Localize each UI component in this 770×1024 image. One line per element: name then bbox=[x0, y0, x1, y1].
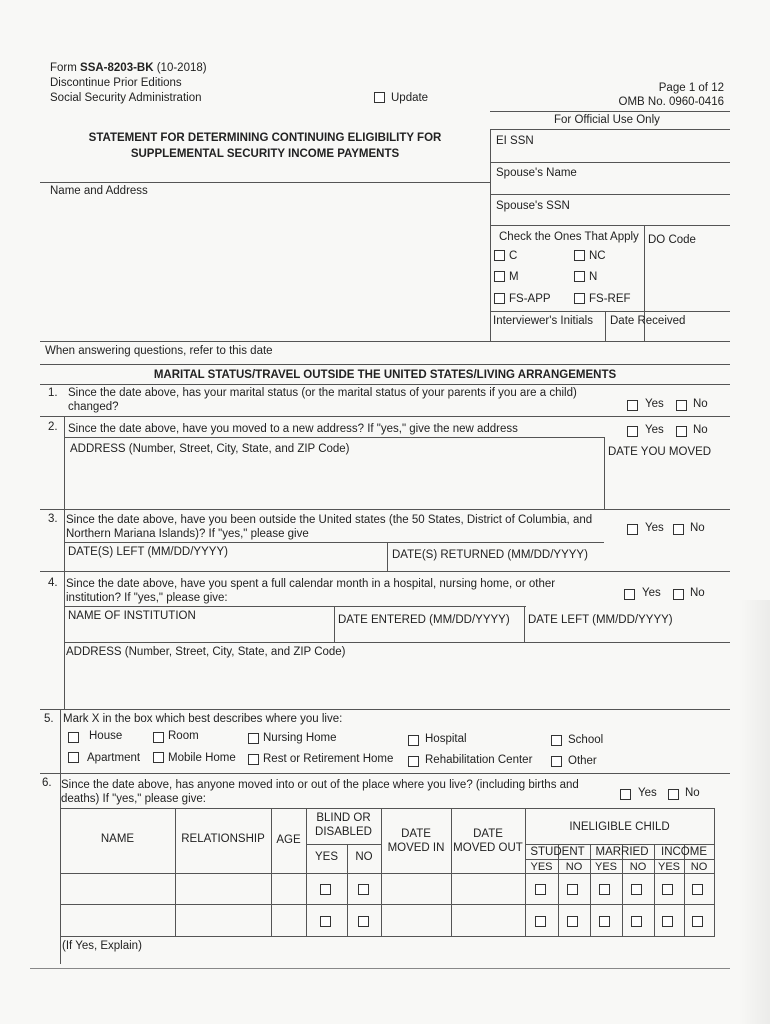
q4-address-field[interactable] bbox=[68, 662, 718, 706]
q1-text-line1: Since the date above, has your marital status (or the marital status of your parents if you are a child) bbox=[68, 387, 577, 399]
row1-blind-no-checkbox[interactable] bbox=[358, 884, 369, 895]
q6-number: 6. bbox=[42, 777, 52, 789]
q4-yes-label: Yes bbox=[642, 587, 661, 599]
q4-date-entered-field[interactable] bbox=[338, 628, 520, 640]
q2-number: 2. bbox=[48, 421, 58, 433]
row2-blind-yes-checkbox[interactable] bbox=[320, 916, 331, 927]
code-fsref-checkbox[interactable] bbox=[574, 293, 585, 304]
q6-text-line2: deaths) If "yes," please give: bbox=[61, 793, 206, 805]
col-relationship-header: RELATIONSHIP bbox=[181, 833, 265, 845]
q4-text-line1: Since the date above, have you spent a full calendar month in a hospital, nursing home, or other bbox=[66, 578, 556, 590]
q3-number: 3. bbox=[48, 513, 58, 525]
q3-dates-left-field[interactable] bbox=[68, 558, 382, 570]
row2-relationship-field[interactable] bbox=[177, 906, 269, 934]
col-name-header: NAME bbox=[100, 833, 135, 845]
q5-text: Mark X in the box which best describes where you live: bbox=[63, 713, 343, 725]
col-married-header: MARRIED bbox=[595, 846, 649, 858]
live-other-label: Other bbox=[568, 755, 597, 767]
omb-number: OMB No. 0960-0416 bbox=[618, 96, 724, 108]
q2-address-field[interactable] bbox=[68, 458, 598, 506]
live-nursing-home-label: Nursing Home bbox=[263, 732, 337, 744]
row1-income-no-checkbox[interactable] bbox=[692, 884, 703, 895]
row1-moved-out-field[interactable] bbox=[453, 875, 523, 902]
q6-explain-field[interactable] bbox=[62, 954, 712, 968]
live-mobile-home-checkbox[interactable] bbox=[153, 752, 164, 763]
ei-ssn-label: EI SSN bbox=[496, 135, 534, 147]
live-school-label: School bbox=[568, 734, 604, 746]
update-checkbox[interactable] bbox=[374, 92, 385, 103]
row1-moved-in-field[interactable] bbox=[383, 875, 449, 902]
col-blind-header-line1: BLIND OR bbox=[316, 812, 371, 824]
row2-income-no-checkbox[interactable] bbox=[692, 916, 703, 927]
q6-yes-label: Yes bbox=[638, 787, 657, 799]
married-yes: YES bbox=[594, 861, 617, 873]
q4-yes-checkbox[interactable] bbox=[624, 589, 635, 600]
col-income-header: INCOME bbox=[661, 846, 707, 858]
check-apply-label: Check the Ones That Apply bbox=[499, 231, 639, 243]
row2-moved-out-field[interactable] bbox=[453, 906, 523, 934]
code-m-label: M bbox=[509, 271, 519, 283]
live-apartment-checkbox[interactable] bbox=[68, 752, 79, 763]
row2-married-no-checkbox[interactable] bbox=[631, 916, 642, 927]
row1-married-no-checkbox[interactable] bbox=[631, 884, 642, 895]
section-title: MARITAL STATUS/TRAVEL OUTSIDE THE UNITED STATES/LIVING ARRANGEMENTS bbox=[153, 369, 617, 381]
interviewer-initials-label: Interviewer's Initials bbox=[493, 315, 593, 327]
q2-yes-label: Yes bbox=[645, 424, 664, 436]
q2-yes-checkbox[interactable] bbox=[627, 426, 638, 437]
col-moved-out-line2: MOVED OUT bbox=[453, 842, 523, 854]
code-m-checkbox[interactable] bbox=[494, 271, 505, 282]
q6-no-label: No bbox=[685, 787, 700, 799]
do-code-label: DO Code bbox=[648, 234, 696, 246]
col-age-header: AGE bbox=[276, 834, 301, 846]
col-ineligible-child-header: INELIGIBLE CHILD bbox=[569, 821, 670, 833]
q4-no-label: No bbox=[690, 587, 705, 599]
income-no: NO bbox=[690, 861, 708, 873]
q1-no-label: No bbox=[693, 398, 708, 410]
q4-institution-name-label: NAME OF INSTITUTION bbox=[68, 610, 196, 622]
q3-dates-left-label: DATE(S) LEFT (MM/DD/YYYY) bbox=[68, 546, 228, 558]
spouse-ssn-label: Spouse's SSN bbox=[496, 200, 570, 212]
q3-yes-label: Yes bbox=[645, 522, 664, 534]
live-rehab-center-checkbox[interactable] bbox=[408, 756, 419, 767]
q4-number: 4. bbox=[48, 577, 58, 589]
q2-no-label: No bbox=[693, 424, 708, 436]
q1-text-line2: changed? bbox=[68, 401, 119, 413]
q1-no-checkbox[interactable] bbox=[676, 400, 687, 411]
row1-student-no-checkbox[interactable] bbox=[567, 884, 578, 895]
name-address-field[interactable] bbox=[45, 200, 485, 336]
live-retirement-home-label: Rest or Retirement Home bbox=[263, 753, 394, 765]
q4-date-left-label: DATE LEFT (MM/DD/YYYY) bbox=[528, 614, 673, 626]
live-other-checkbox[interactable] bbox=[551, 756, 562, 767]
income-yes: YES bbox=[657, 861, 680, 873]
live-room-label: Room bbox=[168, 730, 199, 742]
live-hospital-checkbox[interactable] bbox=[408, 735, 419, 746]
q1-yes-checkbox[interactable] bbox=[627, 400, 638, 411]
col-blind-yes: YES bbox=[314, 851, 338, 863]
q4-no-checkbox[interactable] bbox=[673, 589, 684, 600]
code-nc-label: NC bbox=[589, 250, 606, 262]
date-received-label: Date Received bbox=[610, 315, 686, 327]
code-fsapp-label: FS-APP bbox=[509, 293, 551, 305]
col-blind-no: NO bbox=[355, 851, 373, 863]
agency-name: Social Security Administration bbox=[50, 92, 202, 104]
col-blind-header-line2: DISABLED bbox=[315, 826, 372, 838]
page-number: Page 1 of 12 bbox=[658, 82, 724, 94]
q3-text-line1: Since the date above, have you been outside the United states (the 50 States, District of Columbia, and bbox=[66, 514, 593, 526]
col-student-header: STUDENT bbox=[530, 846, 585, 858]
live-nursing-home-checkbox[interactable] bbox=[248, 733, 259, 744]
live-house-label: House bbox=[89, 730, 123, 742]
row2-blind-no-checkbox[interactable] bbox=[358, 916, 369, 927]
q3-no-checkbox[interactable] bbox=[673, 524, 684, 535]
q2-text: Since the date above, have you moved to a new address? If "yes," give the new address bbox=[68, 423, 518, 435]
live-room-checkbox[interactable] bbox=[153, 732, 164, 743]
live-rehab-center-label: Rehabilitation Center bbox=[425, 754, 533, 766]
q4-date-left-field[interactable] bbox=[528, 628, 726, 640]
row2-married-yes-checkbox[interactable] bbox=[599, 916, 610, 927]
q1-yes-label: Yes bbox=[645, 398, 664, 410]
row1-blind-yes-checkbox[interactable] bbox=[320, 884, 331, 895]
row2-student-yes-checkbox[interactable] bbox=[535, 916, 546, 927]
q4-text-line2: institution? If "yes," please give: bbox=[66, 592, 228, 604]
q5-number: 5. bbox=[44, 713, 54, 725]
q2-address-label: ADDRESS (Number, Street, City, State, and ZIP Code) bbox=[70, 443, 350, 455]
code-n-checkbox[interactable] bbox=[574, 271, 585, 282]
form-title-line2: SUPPLEMENTAL SECURITY INCOME PAYMENTS bbox=[130, 148, 400, 160]
row2-income-yes-checkbox[interactable] bbox=[662, 916, 673, 927]
q4-address-label: ADDRESS (Number, Street, City, State, and ZIP Code) bbox=[66, 646, 346, 658]
student-yes: YES bbox=[530, 861, 553, 873]
married-no: NO bbox=[629, 861, 647, 873]
q6-yes-checkbox[interactable] bbox=[620, 789, 631, 800]
row1-age-field[interactable] bbox=[273, 875, 304, 902]
q6-explain-label: (If Yes, Explain) bbox=[62, 940, 142, 952]
form-title-line1: STATEMENT FOR DETERMINING CONTINUING ELIGIBILITY FOR bbox=[88, 132, 442, 144]
q6-no-checkbox[interactable] bbox=[668, 789, 679, 800]
live-school-checkbox[interactable] bbox=[551, 735, 562, 746]
q3-dates-returned-field[interactable] bbox=[392, 562, 600, 570]
row2-age-field[interactable] bbox=[273, 906, 304, 934]
code-c-checkbox[interactable] bbox=[494, 250, 505, 261]
spouse-name-label: Spouse's Name bbox=[496, 167, 577, 179]
code-n-label: N bbox=[589, 271, 598, 283]
col-moved-in-line1: DATE bbox=[401, 828, 431, 840]
row2-student-no-checkbox[interactable] bbox=[567, 916, 578, 927]
row2-moved-in-field[interactable] bbox=[383, 906, 449, 934]
q3-text-line2: Northern Mariana Islands)? If "yes," please give bbox=[66, 528, 309, 540]
code-nc-checkbox[interactable] bbox=[574, 250, 585, 261]
col-moved-in-line2: MOVED IN bbox=[387, 842, 445, 854]
row1-relationship-field[interactable] bbox=[177, 875, 269, 902]
reference-date-field[interactable] bbox=[290, 345, 490, 361]
q3-dates-returned-label: DATE(S) RETURNED (MM/DD/YYYY) bbox=[392, 549, 588, 561]
code-c-label: C bbox=[509, 250, 518, 262]
row1-married-yes-checkbox[interactable] bbox=[599, 884, 610, 895]
live-mobile-home-label: Mobile Home bbox=[168, 752, 236, 764]
student-no: NO bbox=[565, 861, 583, 873]
update-label: Update bbox=[391, 92, 429, 104]
refer-date-label: When answering questions, refer to this date bbox=[45, 345, 273, 357]
q3-yes-checkbox[interactable] bbox=[627, 524, 638, 535]
row1-student-yes-checkbox[interactable] bbox=[535, 884, 546, 895]
q2-date-moved-label: DATE YOU MOVED bbox=[608, 446, 712, 458]
form-number: Form SSA-8203-BK (10-2018) bbox=[50, 62, 207, 74]
col-moved-out-line1: DATE bbox=[473, 828, 503, 840]
scan-shadow bbox=[738, 600, 770, 1024]
code-fsapp-checkbox[interactable] bbox=[494, 293, 505, 304]
row2-name-field[interactable] bbox=[62, 906, 173, 934]
q3-no-label: No bbox=[690, 522, 705, 534]
q4-institution-name-field[interactable] bbox=[68, 625, 330, 640]
row1-name-field[interactable] bbox=[62, 875, 173, 902]
live-retirement-home-checkbox[interactable] bbox=[248, 754, 259, 765]
q2-date-moved-field[interactable] bbox=[608, 462, 726, 506]
discontinue-note: Discontinue Prior Editions bbox=[50, 77, 182, 89]
q4-date-entered-label: DATE ENTERED (MM/DD/YYYY) bbox=[338, 614, 510, 626]
live-house-checkbox[interactable] bbox=[68, 732, 79, 743]
row1-income-yes-checkbox[interactable] bbox=[662, 884, 673, 895]
q6-text-line1: Since the date above, has anyone moved into or out of the place where you live? (including births and bbox=[61, 779, 579, 791]
live-hospital-label: Hospital bbox=[425, 733, 467, 745]
q2-no-checkbox[interactable] bbox=[676, 426, 687, 437]
live-apartment-label: Apartment bbox=[87, 752, 141, 764]
q1-number: 1. bbox=[48, 387, 58, 399]
name-address-label: Name and Address bbox=[50, 185, 148, 197]
official-use-label: For Official Use Only bbox=[554, 114, 660, 126]
code-fsref-label: FS-REF bbox=[589, 293, 631, 305]
